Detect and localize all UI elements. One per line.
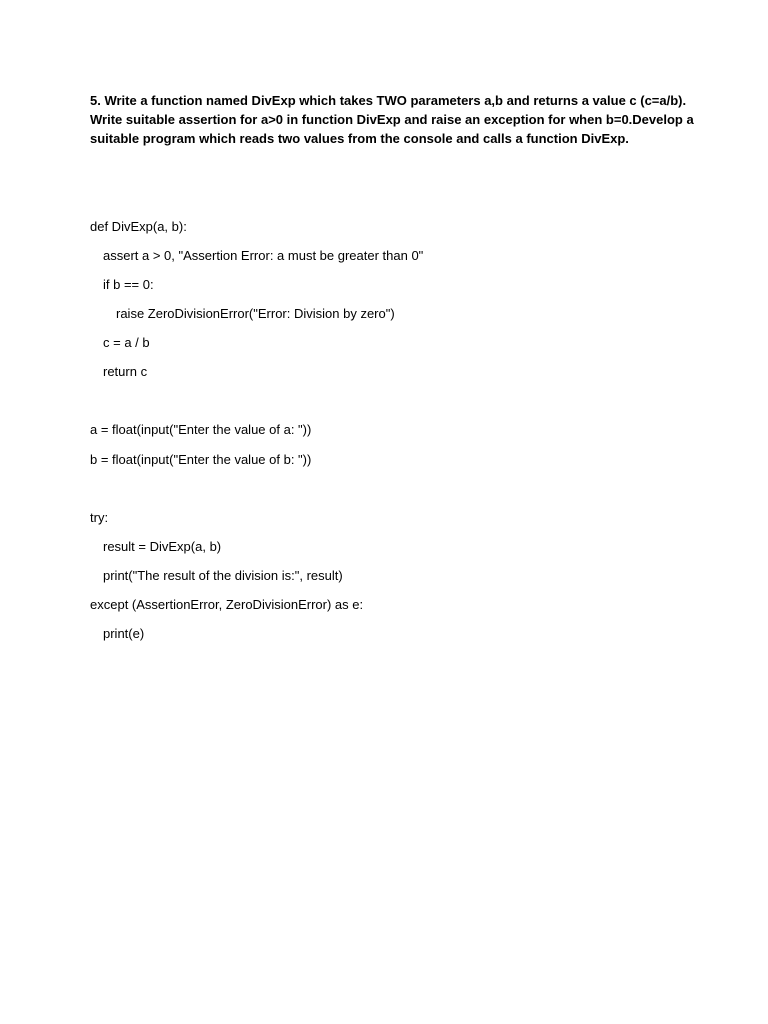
question-line-1: 5. Write a function named DivExp which takes TWO parameters a,b and returns a value c (c=a/b).: [90, 93, 687, 108]
code-def-line: def DivExp(a, b):: [90, 219, 187, 234]
code-calc-line: c = a / b: [103, 335, 150, 350]
code-print-error-line: print(e): [103, 626, 145, 641]
code-if-line: if b == 0:: [103, 277, 154, 292]
code-print-result-line: print("The result of the division is:", result): [103, 568, 343, 583]
code-return-line: return c: [103, 364, 148, 379]
code-try-line: try:: [90, 510, 109, 525]
code-raise-line: raise ZeroDivisionError("Error: Division by zero"): [116, 306, 395, 321]
code-assert-line: assert a > 0, "Assertion Error: a must be greater than 0": [103, 248, 424, 263]
code-result-line: result = DivExp(a, b): [103, 539, 222, 554]
question-line-3: suitable program which reads two values from the console and calls a function DivExp.: [90, 131, 629, 146]
code-except-line: except (AssertionError, ZeroDivisionError) as e:: [90, 597, 364, 612]
code-input-b-line: b = float(input("Enter the value of b: ")): [90, 452, 312, 467]
question-line-2: Write suitable assertion for a>0 in function DivExp and raise an exception for when b=0.Develop a: [90, 112, 694, 127]
question-text: [90, 91, 694, 148]
code-input-a-line: a = float(input("Enter the value of a: ")): [90, 422, 312, 437]
